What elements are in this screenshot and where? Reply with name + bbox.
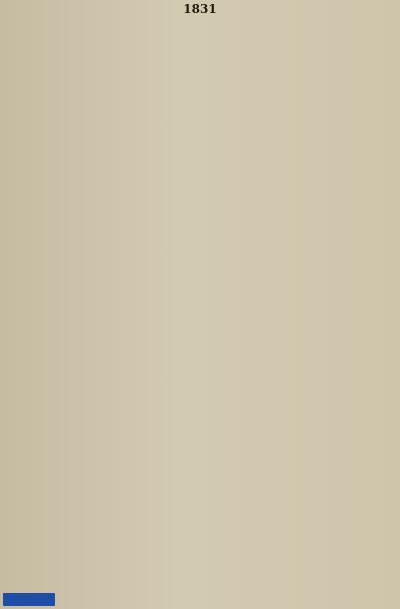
library-stamp: [3, 593, 55, 606]
text-line: [6, 583, 196, 589]
text-line: [204, 583, 394, 589]
left-column: [6, 18, 196, 603]
right-column: [204, 18, 394, 603]
page-number: 1831: [183, 2, 217, 16]
text-columns: [6, 18, 394, 603]
